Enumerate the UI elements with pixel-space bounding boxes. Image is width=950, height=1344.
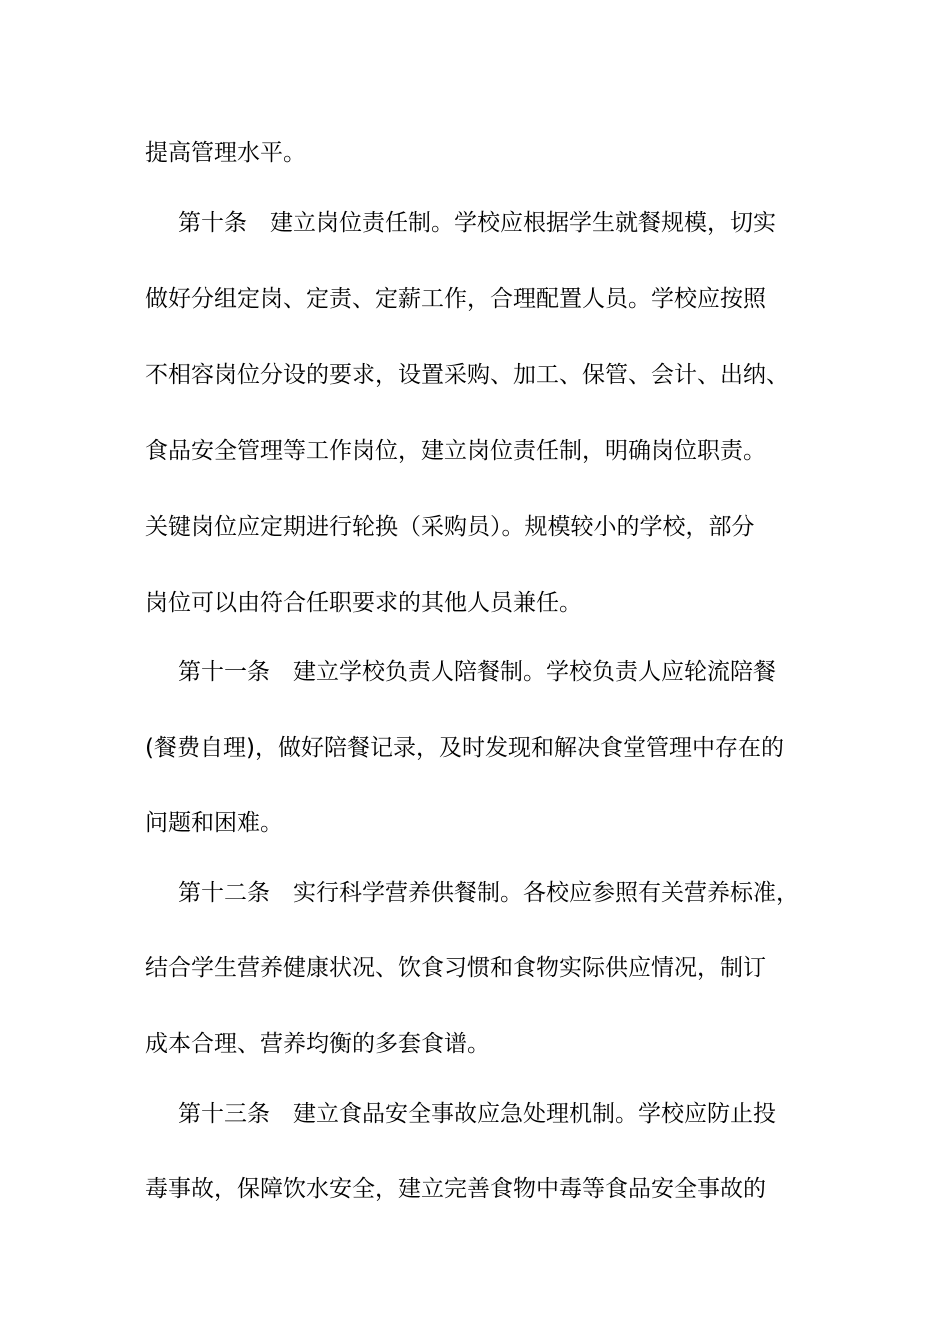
text-line: 毒事故，保障饮水安全，建立完善食物中毒等食品安全事故的: [145, 1176, 766, 1202]
text-line: 成本合理、营养均衡的多套食谱。: [145, 1031, 490, 1057]
text-line: (餐费自理)，做好陪餐记录，及时发现和解决食堂管理中存在的: [145, 735, 784, 761]
article-13-heading-line: 第十三条 建立食品安全事故应急处理机制。学校应防止投: [178, 1101, 776, 1127]
text-line: 提高管理水平。: [145, 140, 306, 166]
text-line: 做好分组定岗、定责、定薪工作，合理配置人员。学校应按照: [145, 286, 766, 312]
article-10-heading-line: 第十条 建立岗位责任制。学校应根据学生就餐规模，切实: [178, 210, 776, 236]
text-line: 不相容岗位分设的要求，设置采购、加工、保管、会计、出纳、: [145, 362, 789, 388]
text-line: 食品安全管理等工作岗位，建立岗位责任制，明确岗位职责。: [145, 438, 766, 464]
text-line: 问题和困难。: [145, 810, 283, 836]
article-12-heading-line: 第十二条 实行科学营养供餐制。各校应参照有关营养标准，: [178, 880, 799, 906]
text-line: 关键岗位应定期进行轮换（采购员）。规模较小的学校，部分: [145, 514, 755, 540]
article-11-heading-line: 第十一条 建立学校负责人陪餐制。学校负责人应轮流陪餐: [178, 659, 776, 685]
text-line: 岗位可以由符合任职要求的其他人员兼任。: [145, 590, 582, 616]
text-line: 结合学生营养健康状况、饮食习惯和食物实际供应情况，制订: [145, 955, 766, 981]
